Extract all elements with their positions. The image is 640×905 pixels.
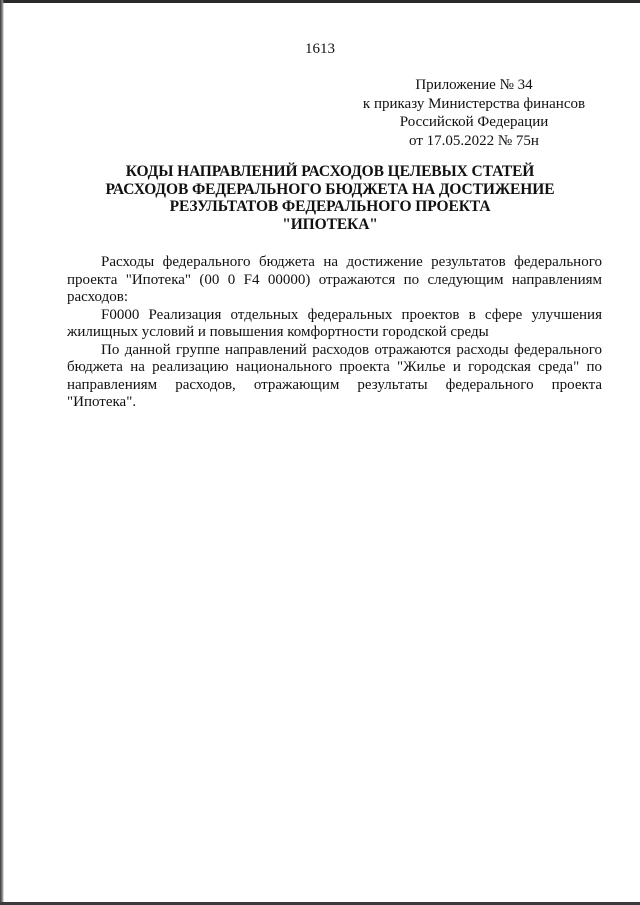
document-body	[67, 254, 602, 412]
paragraph-code-f0000: F0000 Реализация отдельных федеральных проектов в сфере улучшения жилищных условий и повышения комфортности городской среды	[67, 306, 602, 340]
page-number: 1613	[305, 41, 335, 57]
scan-edge-top	[0, 0, 640, 3]
appendix-line-number: Приложение № 34	[415, 77, 533, 93]
paragraph-intro: Расходы федерального бюджета на достижение результатов федерального проекта "Ипотека" (00 0 F4 00000) отражаются по следующим направлениям расходов:	[67, 254, 602, 305]
appendix-line-date: от 17.05.2022 № 75н	[409, 132, 539, 149]
title-line-4: "ИПОТЕКА"	[282, 215, 378, 233]
title-line-3: РЕЗУЛЬТАТОВ ФЕДЕРАЛЬНОГО ПРОЕКТА	[169, 198, 491, 215]
paragraph-group-description: По данной группе направлений расходов отражаются расходы федерального бюджета на реализацию национального проекта "Жилье и городская среда" по направлениям расходов, отражающим результаты федерального проекта "Ипотека".	[67, 341, 602, 410]
scan-edge-left	[0, 0, 4, 905]
title-line-2: РАСХОДОВ ФЕДЕРАЛЬНОГО БЮДЖЕТА НА ДОСТИЖЕНИЕ	[105, 180, 555, 198]
document-title	[60, 163, 600, 233]
appendix-line-country: Российской Федерации	[399, 114, 549, 130]
appendix-line-order: к приказу Министерства финансов	[362, 95, 586, 112]
appendix-header	[354, 76, 594, 150]
title-line-1: КОДЫ НАПРАВЛЕНИЙ РАСХОДОВ ЦЕЛЕВЫХ СТАТЕЙ	[125, 163, 535, 180]
